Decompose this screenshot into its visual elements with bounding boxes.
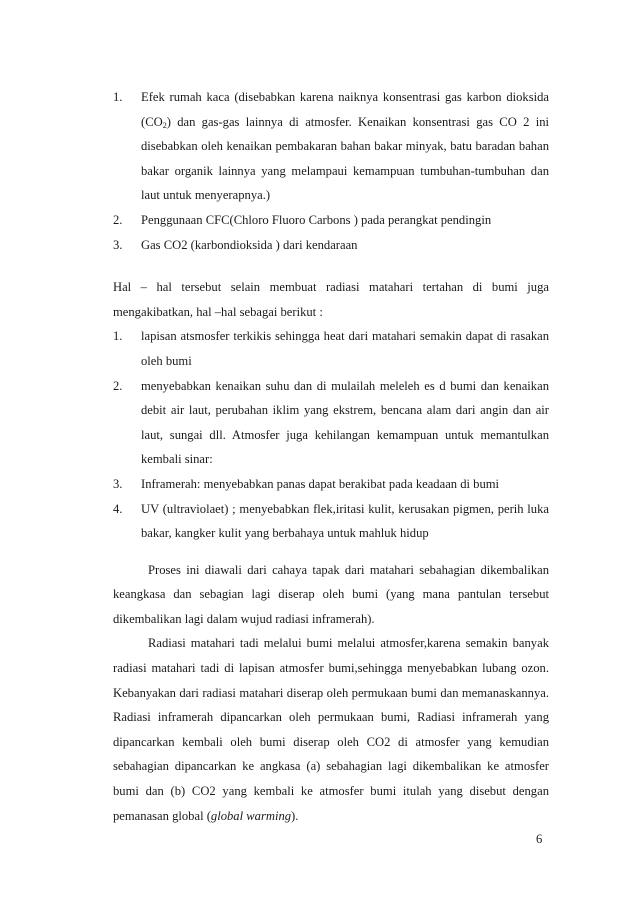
list-item — [113, 324, 549, 373]
document-body — [113, 85, 549, 828]
subscript: 2 — [162, 120, 167, 130]
paragraph — [113, 631, 549, 828]
list-item-text: lapisan atsmosfer terkikis sehingga heat dari matahari semakin dapat di rasakan oleh bumi — [141, 329, 549, 368]
italic-term: global warming — [210, 808, 292, 823]
list-item — [113, 472, 549, 497]
list-item — [113, 85, 549, 208]
paragraph-text: Radiasi matahari tadi melalui bumi melalui atmosfer,karena semakin banyak radiasi matahari tadi di lapisan atmosfer bumi,sehingga menyebabkan lubang ozon. Kebanyakan dari radiasi matahari diserap oleh permukaan bumi dan memanaskannya. Radiasi inframerah dipancarkan oleh permukaan bumi, Radiasi inframerah yang dipancarkan kembali oleh bumi diserap oleh CO2 di atmosfer yang kemudian sebahagian dipancarkan ke angkasa (a) sebahagian lagi dikembalikan ke atmosfer bumi dan (b) CO2 yang kembali ke atmosfer bumi itulah yang disebut dengan pemanasan global ( — [113, 636, 549, 823]
list-number: 2. — [113, 378, 123, 393]
effects-list — [113, 324, 549, 545]
list-item-text: Inframerah: menyebabkan panas dapat berakibat pada keadaan di bumi — [141, 476, 500, 491]
list-item — [113, 374, 549, 472]
list-item — [113, 497, 549, 546]
intro-paragraph: Hal – hal tersebut selain membuat radiasi matahari tertahan di bumi juga mengakibatkan, hal –hal sebagai berikut : — [113, 280, 549, 319]
list-item-text: ) dan gas-gas lainnya di atmosfer. Kenaikan konsentrasi gas CO 2 ini disebabkan oleh kenaikan pembakaran bahan bakar minyak, batu baradan bahan bakar organik lainnya yang melampaui kemampuan tumbuhan-tumbuhan dan laut untuk menyerapnya.) — [141, 114, 549, 203]
paragraph-text: ). — [291, 808, 299, 823]
list-number: 4. — [113, 501, 123, 516]
page-number: 6 — [536, 832, 543, 846]
list-item-text: Gas CO2 (karbondioksida ) dari kendaraan — [141, 237, 358, 252]
list-number: 2. — [113, 212, 123, 227]
list-item — [113, 208, 549, 233]
paragraph: Proses ini diawali dari cahaya tapak dari matahari sebahagian dikembalikan keangkasa dan sebagian lagi diserap oleh bumi (yang mana pantulan tersebut dikembalikan lagi dalam wujud radiasi inframerah). — [113, 562, 549, 626]
list-number: 1. — [113, 90, 123, 104]
causes-list — [113, 85, 549, 257]
list-number: 1. — [113, 329, 123, 344]
list-item-text: Efek rumah kaca (disebabkan karena naiknya konsentrasi gas karbon dioksida (CO — [141, 90, 549, 129]
list-number: 3. — [113, 476, 123, 491]
list-item-text: menyebabkan kenaikan suhu dan di mulailah meleleh es d bumi dan kenaikan debit air laut, perubahan iklim yang ekstrem, bencana alam dari angin dan air laut, sungai dll. Atmosfer juga kehilangan kemampuan untuk memantulkan kembali sinar: — [141, 378, 549, 467]
list-item — [113, 233, 549, 258]
list-number: 3. — [113, 237, 123, 252]
list-item-text: Penggunaan CFC(Chloro Fluoro Carbons ) pada perangkat pendingin — [141, 212, 492, 227]
list-item-text: UV (ultraviolaet) ; menyebabkan flek,iritasi kulit, kerusakan pigmen, perih luka bakar, kangker kulit yang berbahaya untuk mahluk hidup — [141, 501, 549, 541]
